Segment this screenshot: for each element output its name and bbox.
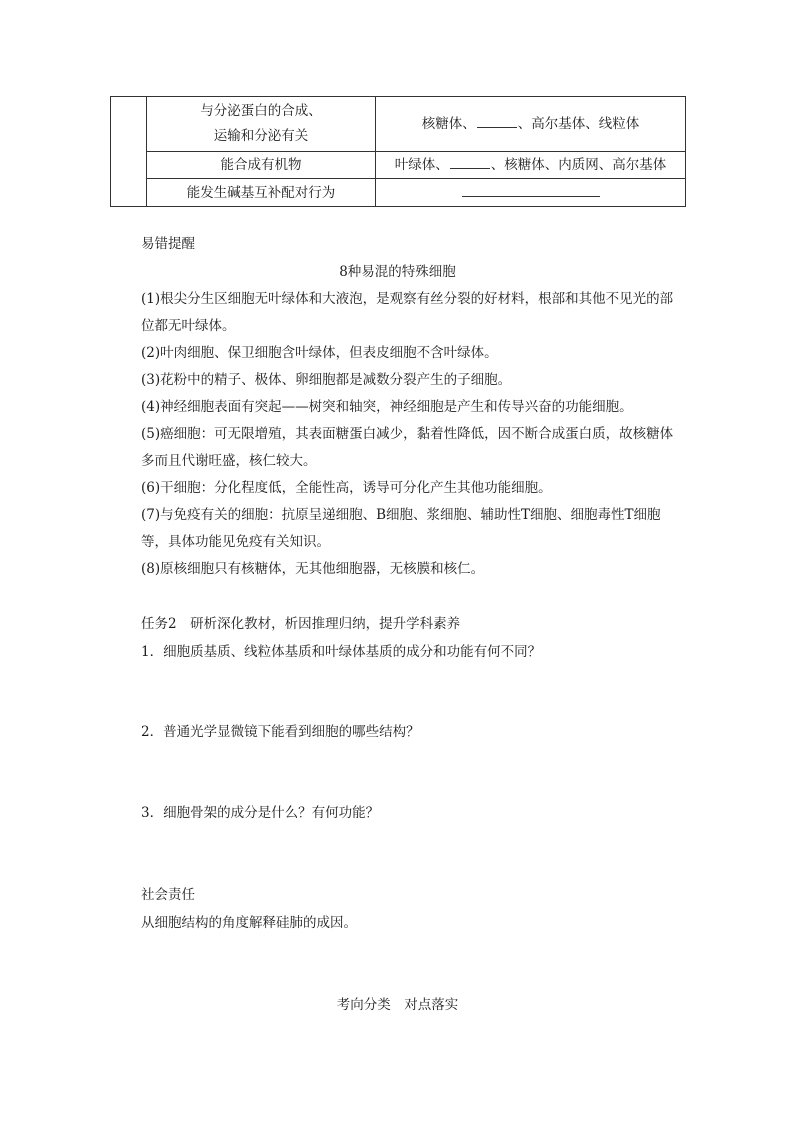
table-row <box>111 152 686 179</box>
function-cell: 能发生碱基互补配对行为 <box>147 179 376 207</box>
fill-blank[interactable] <box>477 113 517 128</box>
social-heading: 社会责任 <box>141 887 195 903</box>
table-row <box>111 97 686 152</box>
tip-item: (4)神经细胞表面有突起——树突和轴突，神经细胞是产生和传导兴奋的功能细胞。 <box>141 399 633 415</box>
function-cell <box>147 97 376 152</box>
tip-item: (5)癌细胞：可无限增殖，其表面糖蛋白减少，黏着性降低，因不断合成蛋白质，故核糖体多而且代谢旺盛，核仁较大。 <box>141 426 674 469</box>
question-item: 3．细胞骨架的成分是什么？有何功能？ <box>141 805 380 821</box>
question-item: 2．普通光学显微镜下能看到细胞的哪些结构？ <box>141 724 420 740</box>
function-text: 与分泌蛋白的合成、 <box>200 103 322 119</box>
organelle-text: 叶绿体、 <box>394 157 449 173</box>
section-heading: 考向分类 对点落实 <box>336 997 459 1013</box>
organelle-cell <box>376 179 686 207</box>
social-text: 从细胞结构的角度解释硅肺的成因。 <box>141 915 357 931</box>
fill-blank[interactable] <box>462 182 600 197</box>
fill-blank[interactable] <box>450 154 490 169</box>
function-cell: 能合成有机物 <box>147 152 376 179</box>
table-row <box>111 179 686 207</box>
tip-item: (1)根尖分生区细胞无叶绿体和大液泡，是观察有丝分裂的好材料，根部和其他不见光的部位都无叶绿体。 <box>141 291 674 334</box>
organelle-cell <box>376 152 686 179</box>
organelle-text: 、核糖体、内质网、高尔基体 <box>490 157 667 173</box>
question-item: 1．细胞质基质、线粒体基质和叶绿体基质的成分和功能有何不同？ <box>141 644 542 660</box>
tip-item: (3)花粉中的精子、极体、卵细胞都是减数分裂产生的子细胞。 <box>141 372 512 388</box>
tip-item: (2)叶肉细胞、保卫细胞含叶绿体，但表皮细胞不含叶绿体。 <box>141 345 498 361</box>
organelle-text: 、高尔基体、线粒体 <box>517 116 640 132</box>
function-text: 运输和分泌有关 <box>213 128 309 144</box>
tips-heading: 易错提醒 <box>141 236 195 252</box>
tip-item: (8)原核细胞只有核糖体，无其他细胞器，无核膜和核仁。 <box>141 561 485 577</box>
tip-item: (7)与免疫有关的细胞：抗原呈递细胞、B细胞、浆细胞、辅助性T细胞、细胞毒性T细胞等，具体功能见免疫有关知识。 <box>141 507 661 550</box>
organelle-function-table <box>110 96 686 207</box>
task2-title: 任务2 研析深化教材，析因推理归纳，提升学科素养 <box>141 616 461 632</box>
tips-subtitle: 8种易混的特殊细胞 <box>339 264 456 280</box>
tip-item: (6)干细胞：分化程度低，全能性高，诱导可分化产生其他功能细胞。 <box>141 480 552 496</box>
table-merged-cell <box>111 97 147 207</box>
organelle-text: 核糖体、 <box>421 116 476 132</box>
organelle-cell <box>376 97 686 152</box>
